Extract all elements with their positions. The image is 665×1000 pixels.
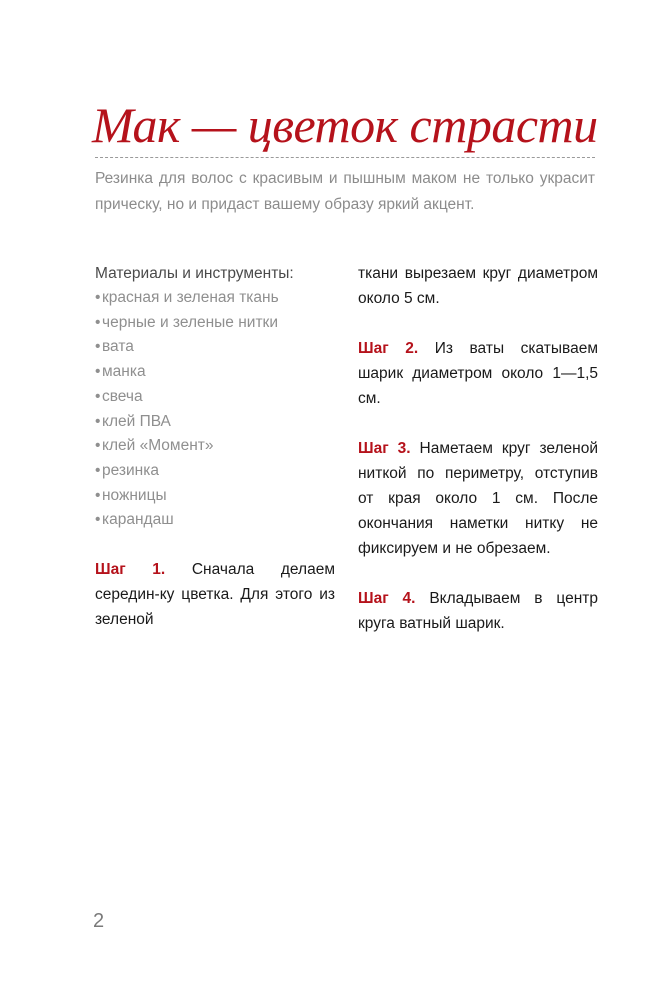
material-name: свеча xyxy=(102,387,143,405)
material-name: манка xyxy=(102,363,146,381)
step-3-text: Наметаем круг зеленой ниткой по периметру, отступив от края около 1 см. После окончания наметки нитку не фиксируем и не обрезаем. xyxy=(358,440,598,557)
bullet: • xyxy=(95,387,101,405)
material-name: карандаш xyxy=(102,511,174,529)
page-title: Мак — цветок страсти xyxy=(92,97,598,153)
step-2-label: Шаг 2. xyxy=(358,340,419,357)
list-item xyxy=(95,410,335,435)
material-name: клей «Момент» xyxy=(102,437,214,455)
materials-list xyxy=(95,286,335,533)
step-3-paragraph xyxy=(358,436,598,561)
material-name: черные и зеленые нитки xyxy=(102,313,278,331)
step-2-text: Из ваты скатываем шарик диаметром около 1—1,5 см. xyxy=(358,340,598,407)
list-item xyxy=(95,286,335,311)
bullet: • xyxy=(95,313,101,331)
step-1-label: Шаг 1. xyxy=(95,561,166,579)
spacer xyxy=(358,561,598,586)
bullet: • xyxy=(95,511,101,529)
bullet: • xyxy=(95,437,101,455)
spacer xyxy=(358,411,598,436)
step-2-paragraph xyxy=(358,336,598,411)
list-item xyxy=(95,434,335,459)
list-item xyxy=(95,508,335,533)
spacer xyxy=(358,311,598,336)
list-item xyxy=(95,459,335,484)
list-item xyxy=(95,335,335,360)
left-column xyxy=(95,261,335,632)
step-4-label: Шаг 4. xyxy=(358,590,416,607)
bullet: • xyxy=(95,461,101,479)
title-divider xyxy=(95,157,595,158)
list-item xyxy=(95,360,335,385)
step-4-paragraph xyxy=(358,586,598,636)
bullet: • xyxy=(95,338,101,356)
step-1-continuation: ткани вырезаем круг диаметром около 5 см. xyxy=(358,265,598,307)
list-item xyxy=(95,484,335,509)
list-item xyxy=(95,385,335,410)
list-item xyxy=(95,311,335,336)
material-name: красная и зеленая ткань xyxy=(102,289,279,306)
material-name: вата xyxy=(102,338,134,356)
material-name: ножницы xyxy=(102,486,167,504)
intro-text: Резинка для волос с красивым и пышным маком не только украсит прическу, но и придаст вашему образу яркий акцент. xyxy=(95,170,595,213)
material-name: клей ПВА xyxy=(102,412,171,430)
bullet: • xyxy=(95,363,101,381)
bullet: • xyxy=(95,486,101,504)
page-number: 2 xyxy=(93,910,105,932)
step-3-label: Шаг 3. xyxy=(358,440,411,457)
step-1-paragraph xyxy=(95,557,335,632)
bullet: • xyxy=(95,289,101,306)
right-column xyxy=(358,261,598,636)
bullet: • xyxy=(95,412,101,430)
step-4-text: Вкладываем в центр круга ватный шарик. xyxy=(358,590,598,632)
spacer xyxy=(95,533,335,557)
step-1-text: Сначала делаем середин-ку цветка. Для этого из зеленой xyxy=(95,561,335,629)
materials-heading: Материалы и инструменты: xyxy=(95,265,294,282)
material-name: резинка xyxy=(102,461,159,479)
